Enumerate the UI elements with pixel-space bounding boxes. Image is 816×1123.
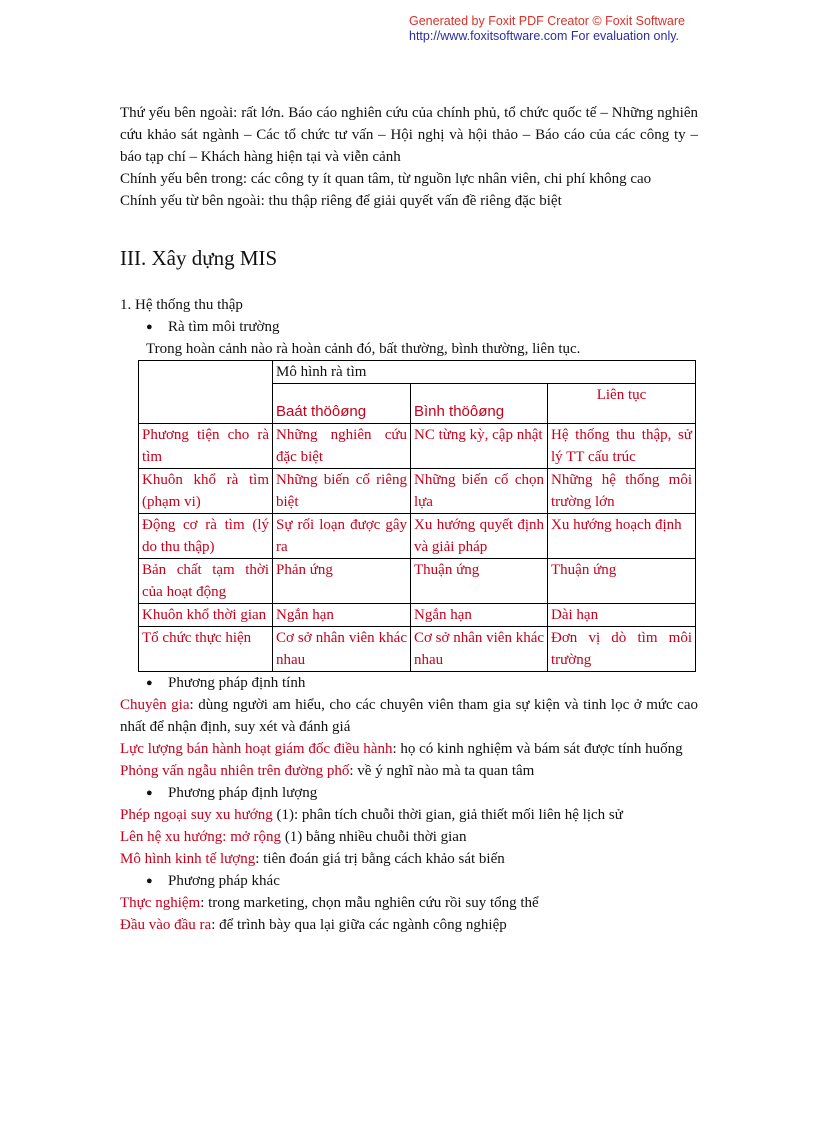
method-desc: : dùng người am hiểu, cho các chuyên viên tham gia sự kiện và tinh lọc ở mức cao nhất để nhận định, suy xét và đánh giá (120, 697, 698, 735)
table-cell: Sự rối loạn được gây ra (273, 514, 411, 559)
method-term: Lực lượng bán hành hoạt giám đốc điều hành (120, 741, 393, 757)
row-header: Khuôn khổ rà tìm (phạm vi) (139, 469, 273, 514)
bullet-label: Phương pháp định tính (168, 675, 306, 691)
method-paragraph (120, 848, 698, 870)
bullet-dot-icon: ● (146, 875, 153, 887)
table-cell: Xu hướng hoạch định (548, 514, 696, 559)
method-term: Lên hệ xu hướng: mở rộng (120, 829, 282, 845)
table-row (139, 514, 696, 559)
table-intro: Trong hoàn cảnh nào rà hoàn cảnh đó, bất thường, bình thường, liên tục. (146, 341, 581, 357)
table-cell: NC từng kỳ, cập nhật (411, 424, 548, 469)
table-cell: Những biến cố chọn lựa (411, 469, 548, 514)
method-paragraph (120, 914, 698, 936)
foxit-watermark (409, 14, 685, 44)
method-paragraph (120, 694, 698, 738)
row-header: Động cơ rà tìm (lý do thu thập) (139, 514, 273, 559)
table-group-header: Mô hình rà tìm (273, 361, 696, 384)
column-header: Baát thöôøng (276, 403, 367, 420)
intro-paragraph-1: Thứ yếu bên ngoài: rất lớn. Báo cáo nghiên cứu của chính phủ, tổ chức quốc tế – Những nghiên cứu khảo sát ngành – Các tổ chức tư vấn – Hội nghị và hội thảo – Báo cáo của các công ty – báo tạp chí – Khách hàng hiện tại và viễn cảnh (120, 105, 698, 165)
table-cell: Cơ sở nhân viên khác nhau (411, 627, 548, 672)
method-term: Thực nghiệm (120, 895, 201, 911)
watermark-line-1: Generated by Foxit PDF Creator © Foxit Software (409, 14, 685, 28)
table-row (139, 424, 696, 469)
table-cell: Thuận ứng (411, 559, 548, 604)
method-desc: : để trình bày qua lại giữa các ngành công nghiệp (211, 917, 507, 933)
method-desc: : về ý nghĩ nào mà ta quan tâm (349, 763, 535, 779)
table-cell: Những nghiên cứu đặc biệt (273, 424, 411, 469)
bullet-dot-icon: ● (146, 677, 153, 689)
table-cell: Những hệ thống môi trường lớn (548, 469, 696, 514)
method-paragraph (120, 804, 698, 826)
method-paragraph (120, 738, 698, 760)
method-paragraph (120, 826, 698, 848)
table-cell: Xu hướng quyết định và giải pháp (411, 514, 548, 559)
section-title: III. Xây dựng MIS (120, 246, 278, 270)
table-cell: Thuận ứng (548, 559, 696, 604)
bullet-item (120, 870, 698, 892)
bullet-item (120, 782, 698, 804)
subsection-heading: 1. Hệ thống thu thập (120, 297, 243, 313)
table-corner-cell (139, 361, 273, 424)
row-header: Bản chất tạm thời của hoạt động (139, 559, 273, 604)
table-row (139, 559, 696, 604)
table-cell: Cơ sở nhân viên khác nhau (273, 627, 411, 672)
scan-model-table (138, 360, 696, 672)
bullet-label: Phương pháp khác (168, 873, 280, 889)
column-header: Liên tục (548, 384, 696, 424)
method-desc: : trong marketing, chọn mẫu nghiên cứu rồi suy tổng thể (200, 895, 539, 911)
table-row (139, 627, 696, 672)
method-term: Mô hình kinh tế lượng (120, 851, 256, 867)
table-row (139, 604, 696, 627)
method-desc: (1): phân tích chuỗi thời gian, giả thiết mối liên hệ lịch sử (272, 807, 623, 823)
method-paragraph (120, 760, 698, 782)
table-row (139, 469, 696, 514)
intro-paragraph-2: Chính yếu bên trong: các công ty ít quan tâm, từ nguồn lực nhân viên, chi phí không cao (120, 171, 652, 187)
method-desc: : tiên đoán giá trị bằng cách khảo sát biến (255, 851, 505, 867)
bullet-dot-icon: ● (146, 321, 153, 333)
table-cell: Hệ thống thu thập, sử lý TT cấu trúc (548, 424, 696, 469)
method-term: Phỏng vấn ngẫu nhiên trên đường phố (120, 763, 350, 779)
bullet-item (120, 316, 698, 338)
table-cell: Ngắn hạn (411, 604, 548, 627)
row-header: Phương tiện cho rà tìm (139, 424, 273, 469)
method-desc: : họ có kinh nghiệm và bám sát được tính huống (392, 741, 683, 757)
row-header: Tổ chức thực hiện (139, 627, 273, 672)
table-cell: Phản ứng (273, 559, 411, 604)
method-term: Đầu vào đầu ra (120, 917, 212, 933)
table-cell: Dài hạn (548, 604, 696, 627)
watermark-line-2: http://www.foxitsoftware.com For evaluation only. (409, 29, 680, 43)
method-desc: (1) bằng nhiều chuỗi thời gian (281, 829, 467, 845)
column-header: Bình thöôøng (414, 403, 505, 420)
method-term: Chuyên gia (120, 697, 190, 713)
table-cell: Những biến cố riêng biệt (273, 469, 411, 514)
bullet-label: Phương pháp định lượng (168, 785, 318, 801)
document-page (120, 102, 698, 936)
bullet-dot-icon: ● (146, 787, 153, 799)
method-paragraph (120, 892, 698, 914)
bullet-label: Rà tìm môi trường (168, 319, 280, 335)
bullet-item (120, 672, 698, 694)
table-cell: Ngắn hạn (273, 604, 411, 627)
table-cell: Đơn vị dò tìm môi trường (548, 627, 696, 672)
row-header: Khuôn khổ thời gian (139, 604, 273, 627)
intro-paragraph-3: Chính yếu từ bên ngoài: thu thập riêng để giải quyết vấn đề riêng đặc biệt (120, 193, 562, 209)
method-term: Phép ngoại suy xu hướng (120, 807, 273, 823)
